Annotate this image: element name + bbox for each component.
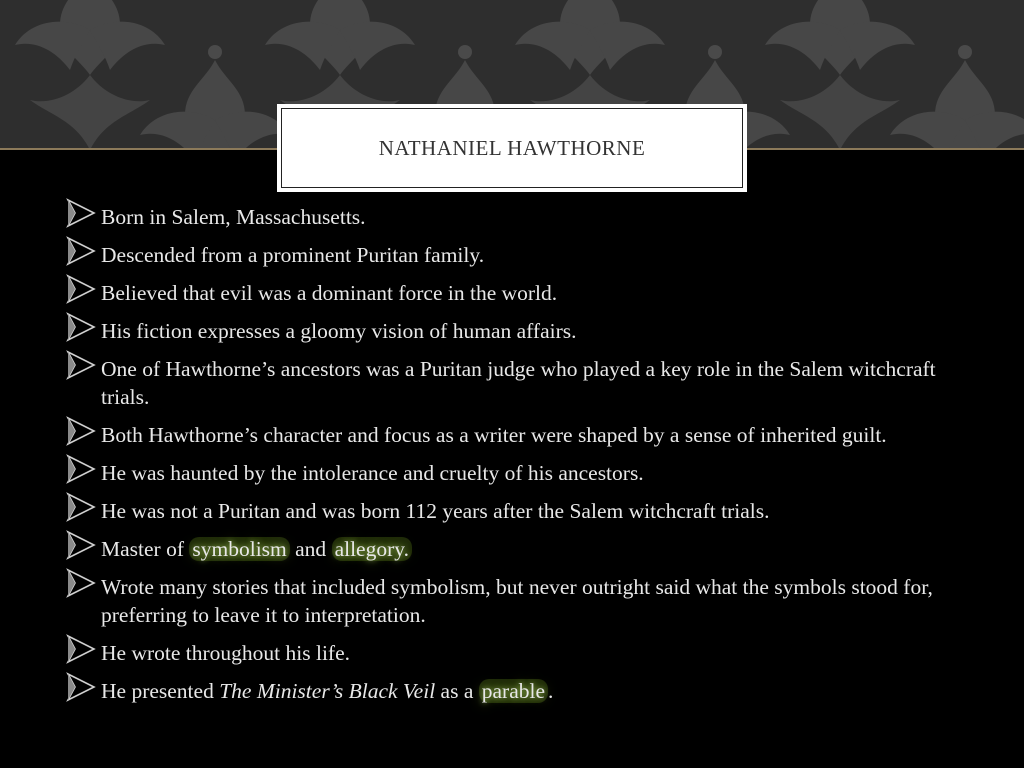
highlight-parable: parable bbox=[479, 679, 548, 703]
bullet-text: He was haunted by the intolerance and cruelty of his ancestors. bbox=[101, 461, 644, 485]
bullet-item bbox=[65, 355, 965, 411]
bullet-item bbox=[65, 459, 965, 487]
title-box bbox=[277, 104, 747, 192]
bullet-text: He was not a Puritan and was born 112 years after the Salem witchcraft trials. bbox=[101, 499, 770, 523]
page-title: NATHANIEL HAWTHORNE bbox=[378, 135, 646, 160]
bullet-item bbox=[65, 203, 965, 231]
bullet-item bbox=[65, 497, 965, 525]
arrow-bullet-icon bbox=[65, 273, 97, 305]
bullet-item bbox=[65, 639, 965, 667]
arrow-bullet-icon bbox=[65, 567, 97, 599]
arrow-bullet-icon bbox=[65, 197, 97, 229]
bullet-text: His fiction expresses a gloomy vision of human affairs. bbox=[101, 319, 577, 343]
bullet-text: Descended from a prominent Puritan family. bbox=[101, 243, 485, 267]
bullet-item bbox=[65, 279, 965, 307]
bullet-list bbox=[65, 203, 965, 715]
bullet-prefix: Master of bbox=[101, 537, 190, 561]
arrow-bullet-icon bbox=[65, 235, 97, 267]
arrow-bullet-icon bbox=[65, 453, 97, 485]
bullet-item bbox=[65, 241, 965, 269]
bullet-item bbox=[65, 677, 965, 705]
bullet-mid: and bbox=[289, 537, 332, 561]
bullet-text: Born in Salem, Massachusetts. bbox=[101, 205, 366, 229]
arrow-bullet-icon bbox=[65, 415, 97, 447]
bullet-text: Both Hawthorne’s character and focus as a writer were shaped by a sense of inherited guilt. bbox=[101, 423, 887, 447]
bullet-text: One of Hawthorne’s ancestors was a Puritan judge who played a key role in the Salem witchcraft trials. bbox=[101, 357, 936, 409]
bullet-text: Believed that evil was a dominant force in the world. bbox=[101, 281, 558, 305]
arrow-bullet-icon bbox=[65, 671, 97, 703]
bullet-prefix: He presented bbox=[101, 679, 220, 703]
bullet-mid: as a bbox=[435, 679, 479, 703]
highlight-symbolism: symbolism bbox=[189, 537, 289, 561]
bullet-item bbox=[65, 573, 965, 629]
bullet-suffix: . bbox=[548, 679, 554, 703]
bullet-item bbox=[65, 535, 965, 563]
arrow-bullet-icon bbox=[65, 311, 97, 343]
arrow-bullet-icon bbox=[65, 633, 97, 665]
arrow-bullet-icon bbox=[65, 529, 97, 561]
bullet-item bbox=[65, 421, 965, 449]
highlight-allegory: allegory. bbox=[332, 537, 412, 561]
title-frame bbox=[281, 108, 743, 188]
story-title: The Minister’s Black Veil bbox=[219, 679, 436, 703]
arrow-bullet-icon bbox=[65, 491, 97, 523]
bullet-text: He wrote throughout his life. bbox=[101, 641, 350, 665]
arrow-bullet-icon bbox=[65, 349, 97, 381]
bullet-item bbox=[65, 317, 965, 345]
bullet-text: Wrote many stories that included symbolism, but never outright said what the symbols stood for, preferring to leave it to interpretation. bbox=[101, 575, 933, 627]
